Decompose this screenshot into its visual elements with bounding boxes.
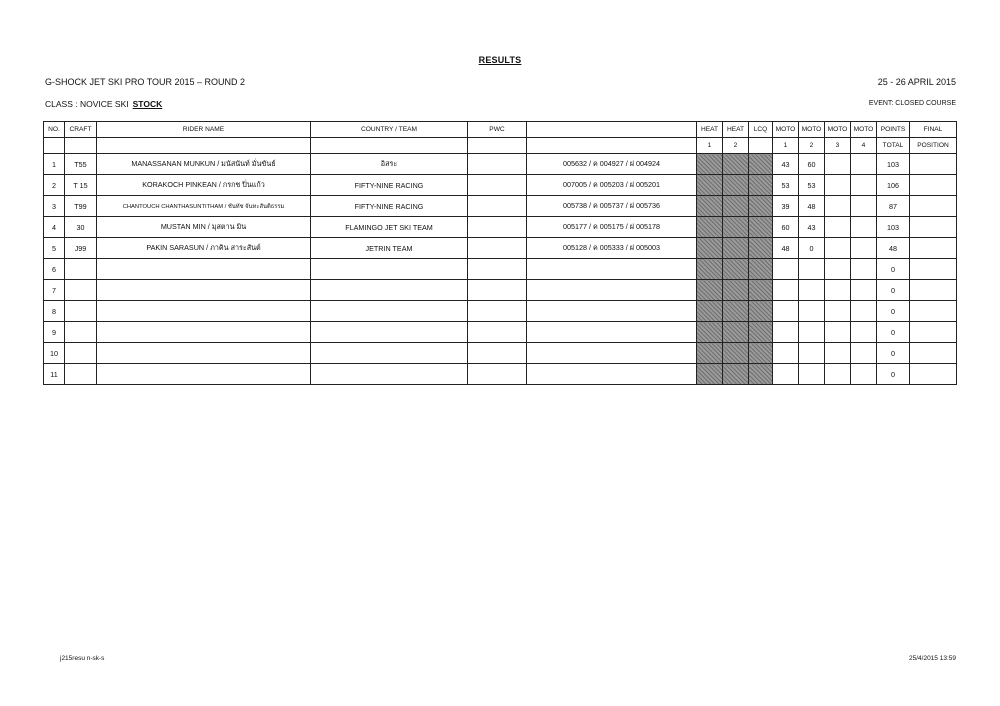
- col-moto1-sub: 1: [773, 138, 799, 154]
- cell-craft: [65, 343, 97, 364]
- cell-pwc-number: [527, 259, 697, 280]
- col-craft-sub: [65, 138, 97, 154]
- cell-lcq: [749, 238, 773, 259]
- cell-pwc: [468, 217, 527, 238]
- cell-moto1: [773, 259, 799, 280]
- col-heat1-header: HEAT: [697, 122, 723, 138]
- cell-heat2: [723, 364, 749, 385]
- cell-team: [311, 259, 468, 280]
- cell-no: 1: [44, 154, 65, 175]
- cell-heat2: [723, 280, 749, 301]
- cell-final-position: [910, 217, 957, 238]
- cell-no: 4: [44, 217, 65, 238]
- event-type: EVENT: CLOSED COURSE: [868, 100, 956, 107]
- cell-craft: [65, 259, 97, 280]
- cell-heat1: [697, 280, 723, 301]
- table-row: [44, 238, 957, 259]
- cell-total: 0: [877, 343, 910, 364]
- col-rider-header: RIDER NAME: [97, 122, 311, 138]
- cell-pwc-number: [527, 280, 697, 301]
- cell-team: [311, 322, 468, 343]
- cell-moto3: [825, 196, 851, 217]
- cell-moto3: [825, 322, 851, 343]
- cell-moto3: [825, 217, 851, 238]
- cell-moto2: [799, 301, 825, 322]
- cell-pwc-number: [527, 343, 697, 364]
- cell-heat2: [723, 322, 749, 343]
- col-moto4-sub: 4: [851, 138, 877, 154]
- cell-no: 11: [44, 364, 65, 385]
- cell-pwc: [468, 343, 527, 364]
- table-row: [44, 343, 957, 364]
- cell-moto3: [825, 259, 851, 280]
- cell-total: 87: [877, 196, 910, 217]
- cell-heat1: [697, 196, 723, 217]
- cell-rider: [97, 322, 311, 343]
- cell-moto2: [799, 364, 825, 385]
- col-moto3-sub: 3: [825, 138, 851, 154]
- table-row: [44, 259, 957, 280]
- cell-moto4: [851, 364, 877, 385]
- col-moto3-header: MOTO: [825, 122, 851, 138]
- cell-rider: [97, 364, 311, 385]
- cell-moto3: [825, 154, 851, 175]
- cell-pwc-number: 005177 / ค 005175 / ฝ 005178: [527, 217, 697, 238]
- cell-lcq: [749, 364, 773, 385]
- footer-timestamp: 25/4/2015 13:59: [909, 655, 956, 662]
- cell-moto2: [799, 280, 825, 301]
- cell-total: 103: [877, 217, 910, 238]
- cell-moto2: 48: [799, 196, 825, 217]
- cell-total: 48: [877, 238, 910, 259]
- cell-heat1: [697, 364, 723, 385]
- col-lcq-sub: [749, 138, 773, 154]
- cell-final-position: [910, 238, 957, 259]
- cell-final-position: [910, 343, 957, 364]
- cell-rider: [97, 343, 311, 364]
- cell-heat2: [723, 238, 749, 259]
- cell-total: 0: [877, 259, 910, 280]
- col-final-header: FINAL: [910, 122, 957, 138]
- cell-no: 3: [44, 196, 65, 217]
- cell-pwc-number: [527, 364, 697, 385]
- cell-moto2: [799, 343, 825, 364]
- cell-heat1: [697, 238, 723, 259]
- cell-heat2: [723, 343, 749, 364]
- cell-total: 0: [877, 322, 910, 343]
- cell-total: 0: [877, 364, 910, 385]
- cell-craft: [65, 322, 97, 343]
- cell-no: 7: [44, 280, 65, 301]
- col-heat1-sub: 1: [697, 138, 723, 154]
- cell-final-position: [910, 196, 957, 217]
- cell-moto4: [851, 301, 877, 322]
- cell-moto2: [799, 259, 825, 280]
- cell-team: JETRIN TEAM: [311, 238, 468, 259]
- cell-moto3: [825, 175, 851, 196]
- cell-craft: 30: [65, 217, 97, 238]
- cell-heat2: [723, 196, 749, 217]
- cell-final-position: [910, 364, 957, 385]
- class-label: CLASS : NOVICE SKI: [45, 99, 129, 109]
- cell-moto3: [825, 343, 851, 364]
- cell-rider: CHANTOUCH CHANTHASUNTITHAM / ชันทัช จันทะสันติธรรม: [97, 196, 311, 217]
- cell-lcq: [749, 322, 773, 343]
- cell-craft: T55: [65, 154, 97, 175]
- cell-pwc-number: [527, 301, 697, 322]
- col-moto1-header: MOTO: [773, 122, 799, 138]
- cell-moto4: [851, 238, 877, 259]
- col-heat2-sub: 2: [723, 138, 749, 154]
- cell-moto1: [773, 322, 799, 343]
- cell-heat2: [723, 259, 749, 280]
- cell-final-position: [910, 322, 957, 343]
- cell-moto2: 0: [799, 238, 825, 259]
- cell-team: FIFTY-NINE RACING: [311, 196, 468, 217]
- cell-moto4: [851, 154, 877, 175]
- cell-team: อิสระ: [311, 154, 468, 175]
- event-name: G-SHOCK JET SKI PRO TOUR 2015 – ROUND 2: [45, 77, 246, 87]
- cell-moto3: [825, 301, 851, 322]
- footer-file-name: j215resu n-sk-s: [60, 655, 105, 662]
- cell-pwc: [468, 364, 527, 385]
- cell-team: [311, 364, 468, 385]
- cell-final-position: [910, 280, 957, 301]
- cell-moto1: 48: [773, 238, 799, 259]
- table-row: [44, 322, 957, 343]
- col-moto2-sub: 2: [799, 138, 825, 154]
- cell-moto2: [799, 322, 825, 343]
- cell-lcq: [749, 175, 773, 196]
- event-dates: 25 - 26 APRIL 2015: [877, 77, 956, 87]
- page-title: RESULTS: [478, 55, 522, 65]
- cell-moto3: [825, 238, 851, 259]
- col-lcq-header: LCQ: [749, 122, 773, 138]
- cell-pwc: [468, 301, 527, 322]
- cell-moto4: [851, 196, 877, 217]
- cell-rider: MANASSANAN MUNKUN / มนัสนันท์ มั่นขันธ์: [97, 154, 311, 175]
- cell-pwc-number: 005632 / ค 004927 / ฝ 004924: [527, 154, 697, 175]
- col-rider-sub: [97, 138, 311, 154]
- cell-lcq: [749, 280, 773, 301]
- cell-craft: T99: [65, 196, 97, 217]
- cell-moto4: [851, 175, 877, 196]
- cell-moto4: [851, 259, 877, 280]
- table-row: [44, 175, 957, 196]
- cell-craft: [65, 364, 97, 385]
- col-pwc-number-header: [527, 122, 697, 138]
- cell-no: 8: [44, 301, 65, 322]
- cell-moto1: 39: [773, 196, 799, 217]
- cell-moto1: [773, 301, 799, 322]
- cell-pwc: [468, 280, 527, 301]
- cell-moto2: 43: [799, 217, 825, 238]
- table-row: [44, 301, 957, 322]
- cell-rider: MUSTAN MIN / มุสตาน มิน: [97, 217, 311, 238]
- cell-rider: PAKIN SARASUN / ภาคิน สาระสันต์: [97, 238, 311, 259]
- cell-team: [311, 343, 468, 364]
- cell-heat1: [697, 322, 723, 343]
- cell-moto1: [773, 280, 799, 301]
- cell-craft: J99: [65, 238, 97, 259]
- col-points-header: POINTS: [877, 122, 910, 138]
- cell-moto1: [773, 364, 799, 385]
- col-heat2-header: HEAT: [723, 122, 749, 138]
- cell-moto1: 43: [773, 154, 799, 175]
- cell-heat2: [723, 301, 749, 322]
- table-row: [44, 196, 957, 217]
- col-country-header: COUNTRY / TEAM: [311, 122, 468, 138]
- cell-craft: T 15: [65, 175, 97, 196]
- table-row: [44, 217, 957, 238]
- header-row-2: [44, 138, 957, 154]
- col-moto4-header: MOTO: [851, 122, 877, 138]
- cell-total: 103: [877, 154, 910, 175]
- col-position-sub: POSITION: [910, 138, 957, 154]
- cell-pwc: [468, 322, 527, 343]
- cell-moto3: [825, 280, 851, 301]
- table-row: [44, 280, 957, 301]
- col-no-sub: [44, 138, 65, 154]
- col-pwc-number-sub: [527, 138, 697, 154]
- cell-moto2: 53: [799, 175, 825, 196]
- cell-team: FLAMINGO JET SKI TEAM: [311, 217, 468, 238]
- cell-team: FIFTY-NINE RACING: [311, 175, 468, 196]
- cell-pwc-number: 007005 / ค 005203 / ฝ 005201: [527, 175, 697, 196]
- cell-lcq: [749, 217, 773, 238]
- cell-pwc: [468, 259, 527, 280]
- col-pwc-sub: [468, 138, 527, 154]
- cell-no: 6: [44, 259, 65, 280]
- cell-rider: [97, 280, 311, 301]
- col-no-header: NO.: [44, 122, 65, 138]
- cell-final-position: [910, 175, 957, 196]
- cell-heat1: [697, 217, 723, 238]
- cell-heat2: [723, 175, 749, 196]
- col-pwc-header: PWC: [468, 122, 527, 138]
- cell-moto4: [851, 217, 877, 238]
- cell-moto4: [851, 322, 877, 343]
- class-stock: STOCK: [132, 99, 163, 109]
- col-country-sub: [311, 138, 468, 154]
- table-row: [44, 364, 957, 385]
- cell-heat1: [697, 259, 723, 280]
- cell-moto3: [825, 364, 851, 385]
- cell-heat1: [697, 175, 723, 196]
- cell-pwc-number: [527, 322, 697, 343]
- cell-moto4: [851, 280, 877, 301]
- cell-total: 0: [877, 301, 910, 322]
- cell-pwc: [468, 154, 527, 175]
- cell-lcq: [749, 343, 773, 364]
- cell-moto2: 60: [799, 154, 825, 175]
- cell-team: [311, 280, 468, 301]
- cell-moto1: [773, 343, 799, 364]
- cell-moto1: 53: [773, 175, 799, 196]
- cell-craft: [65, 301, 97, 322]
- col-craft-header: CRAFT: [65, 122, 97, 138]
- cell-rider: [97, 259, 311, 280]
- class-line: [45, 99, 162, 109]
- cell-no: 9: [44, 322, 65, 343]
- col-moto2-header: MOTO: [799, 122, 825, 138]
- cell-no: 10: [44, 343, 65, 364]
- cell-heat1: [697, 301, 723, 322]
- header-row-1: [44, 122, 957, 138]
- cell-final-position: [910, 301, 957, 322]
- cell-no: 2: [44, 175, 65, 196]
- cell-no: 5: [44, 238, 65, 259]
- cell-heat2: [723, 217, 749, 238]
- cell-moto1: 60: [773, 217, 799, 238]
- cell-rider: KORAKOCH PINKEAN / กรกช ปิ่นแก้ว: [97, 175, 311, 196]
- cell-lcq: [749, 196, 773, 217]
- cell-moto4: [851, 343, 877, 364]
- cell-rider: [97, 301, 311, 322]
- cell-lcq: [749, 301, 773, 322]
- col-total-sub: TOTAL: [877, 138, 910, 154]
- cell-pwc: [468, 196, 527, 217]
- cell-pwc: [468, 175, 527, 196]
- cell-pwc-number: 005738 / ค 005737 / ฝ 005736: [527, 196, 697, 217]
- cell-team: [311, 301, 468, 322]
- cell-craft: [65, 280, 97, 301]
- cell-total: 106: [877, 175, 910, 196]
- cell-lcq: [749, 154, 773, 175]
- cell-lcq: [749, 259, 773, 280]
- cell-pwc: [468, 238, 527, 259]
- cell-final-position: [910, 154, 957, 175]
- table-row: [44, 154, 957, 175]
- cell-heat1: [697, 154, 723, 175]
- cell-heat1: [697, 343, 723, 364]
- results-table: [43, 121, 957, 385]
- cell-final-position: [910, 259, 957, 280]
- cell-heat2: [723, 154, 749, 175]
- cell-pwc-number: 005128 / ค 005333 / ฝ 005003: [527, 238, 697, 259]
- cell-total: 0: [877, 280, 910, 301]
